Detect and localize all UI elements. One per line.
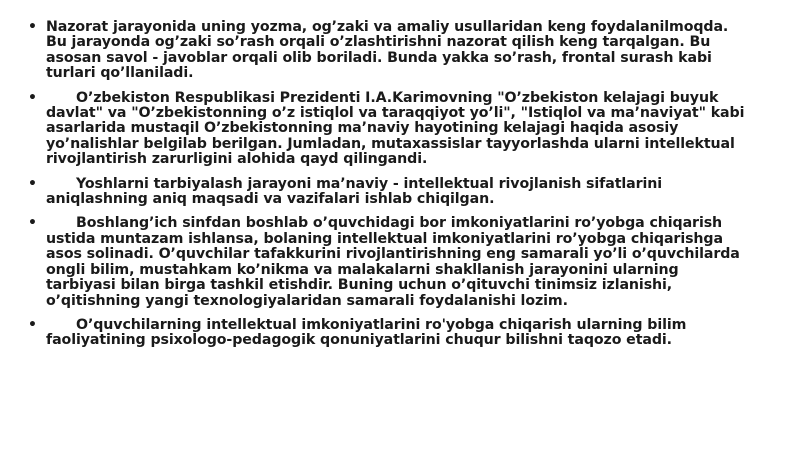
bullet-item-1 — [28, 20, 750, 82]
bullet-dot-icon: • — [28, 19, 37, 35]
paragraph-text: Boshlang’ich sinfdan boshlab o’quvchidagi bor imkoniyatlarini ro’yobga chiqarish ustida muntazam ishlansa, bolaning intellektual imkoniyatlarini ro’yobga chiqarishga asos solinadi. O’quvchilar tafakkurini rivojlantirishning eng samarali yo’li o’quvchilarda ongli bilim, mustahkam ko’nikma va malakalarni shakllanish jarayonini ularning tarbiyasi bilan birga tashkil etishdir. Buning uchun o’qituvchi tinimsiz izlanishi, o’qitishning yangi texnologiyalaridan samarali foydalanishi lozim. — [46, 215, 740, 309]
bullet-list — [28, 20, 750, 349]
bullet-dot-icon: • — [28, 215, 37, 232]
paragraph-text: O’zbekiston Respublikasi Prezidenti I.A.Karimovning "O’zbekiston kelajagi buyuk davlat" va "O’zbekistonning o’z istiqlol va taraqqiyot yo’li", "Istiqlol va ma’naviyat" kabi asarlarida mustaqil O’zbekistonning ma’naviy hayotining kelajagi haqida asosiy yo’nalishlar belgilab berilgan. Jumladan, mutaxassislar tayyorlashda ularni intellektual rivojlantirish zarurligini alohida qayd qilingandi. — [46, 89, 745, 168]
bullet-dot-icon: • — [28, 89, 37, 106]
bullet-item-5 — [28, 318, 750, 349]
bullet-item-3 — [28, 177, 750, 208]
bullet-item-4 — [28, 216, 750, 308]
paragraph-text: Yoshlarni tarbiyalash jarayoni ma’naviy - intellektual rivojlanish sifatlarini aniqlashning aniq maqsadi va vazifalari ishlab chiqilgan. — [46, 175, 663, 208]
bullet-item-2 — [28, 91, 750, 168]
paragraph-text: Nazorat jarayonida uning yozma, og’zaki va amaliy usullaridan keng foydalanilmoqda. Bu jarayonda og’zaki so’rash orqali o’zlashtirishni nazorat qilish keng tarqalgan. Bu asosan savol - javoblar orqali olib boriladi. Bunda yakka so’rash, frontal surash kabi turlari qo’llaniladi. — [46, 19, 729, 82]
bullet-dot-icon: • — [28, 175, 37, 192]
paragraph-text: O’quvchilarning intellektual imkoniyatlarini ro'yobga chiqarish ularning bilim faoliyatining psixologo-pedagogik qonuniyatlarini chuqur bilishni taqozo etadi. — [46, 316, 687, 349]
bullet-dot-icon: • — [28, 316, 37, 333]
